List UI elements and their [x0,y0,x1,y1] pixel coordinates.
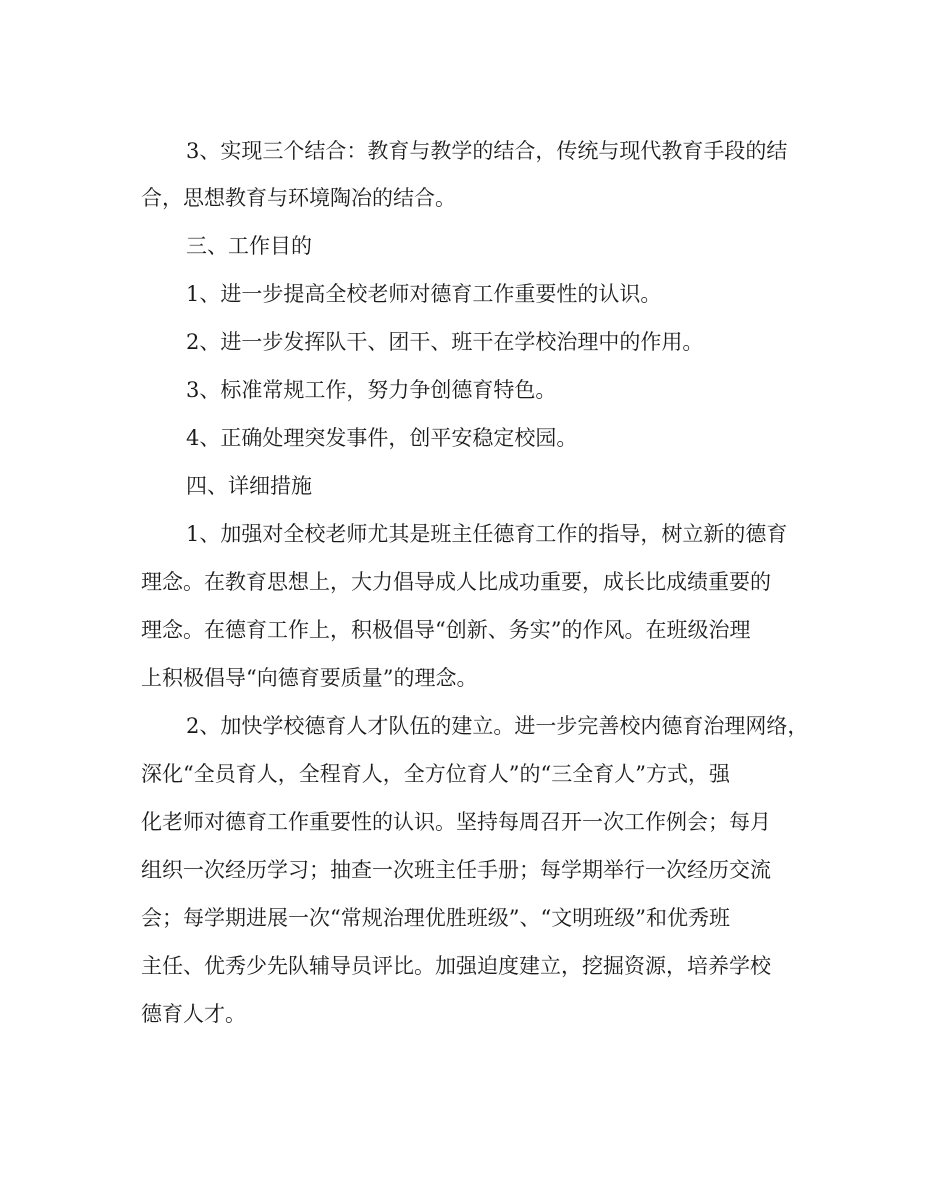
paragraph-line: 2、加快学校德育人才队伍的建立。进一步完善校内德育治理网络， [186,714,809,738]
section-heading: 三、工作目的 [186,234,312,258]
list-item: 3、标准常规工作，努力争创德育特色。 [186,378,557,402]
paragraph-line: 会；每学期进展一次“常规治理优胜班级”、“文明班级”和优秀班 [141,906,730,930]
paragraph-line: 化老师对德育工作重要性的认识。坚持每周召开一次工作例会；每月 [141,810,771,834]
paragraph-line: 主任、优秀少先队辅导员评比。加强迫度建立，挖掘资源，培养学校 [141,954,771,978]
paragraph-line: 组织一次经历学习；抽查一次班主任手册；每学期举行一次经历交流 [141,858,771,882]
paragraph-line: 合，思想教育与环境陶冶的结合。 [141,186,456,210]
paragraph-line: 理念。在德育工作上，积极倡导“创新、务实”的作风。在班级治理 [141,618,751,642]
list-item: 4、正确处理突发事件，创平安稳定校园。 [186,426,578,450]
paragraph-line: 德育人才。 [141,1002,246,1026]
list-item: 2、进一步发挥队干、团干、班干在学校治理中的作用。 [186,330,704,354]
paragraph-line: 深化“全员育人，全程育人，全方位育人”的“三全育人”方式，强 [141,762,730,786]
paragraph-line: 上积极倡导“向德育要质量”的理念。 [141,666,478,690]
paragraph-line: 3、实现三个结合：教育与教学的结合，传统与现代教育手段的结 [186,139,788,163]
paragraph-line: 理念。在教育思想上，大力倡导成人比成功重要，成长比成绩重要的 [141,570,771,594]
list-item: 1、进一步提高全校老师对德育工作重要性的认识。 [186,282,662,306]
paragraph-line: 1、加强对全校老师尤其是班主任德育工作的指导，树立新的德育 [186,522,788,546]
section-heading: 四、详细措施 [186,474,312,498]
